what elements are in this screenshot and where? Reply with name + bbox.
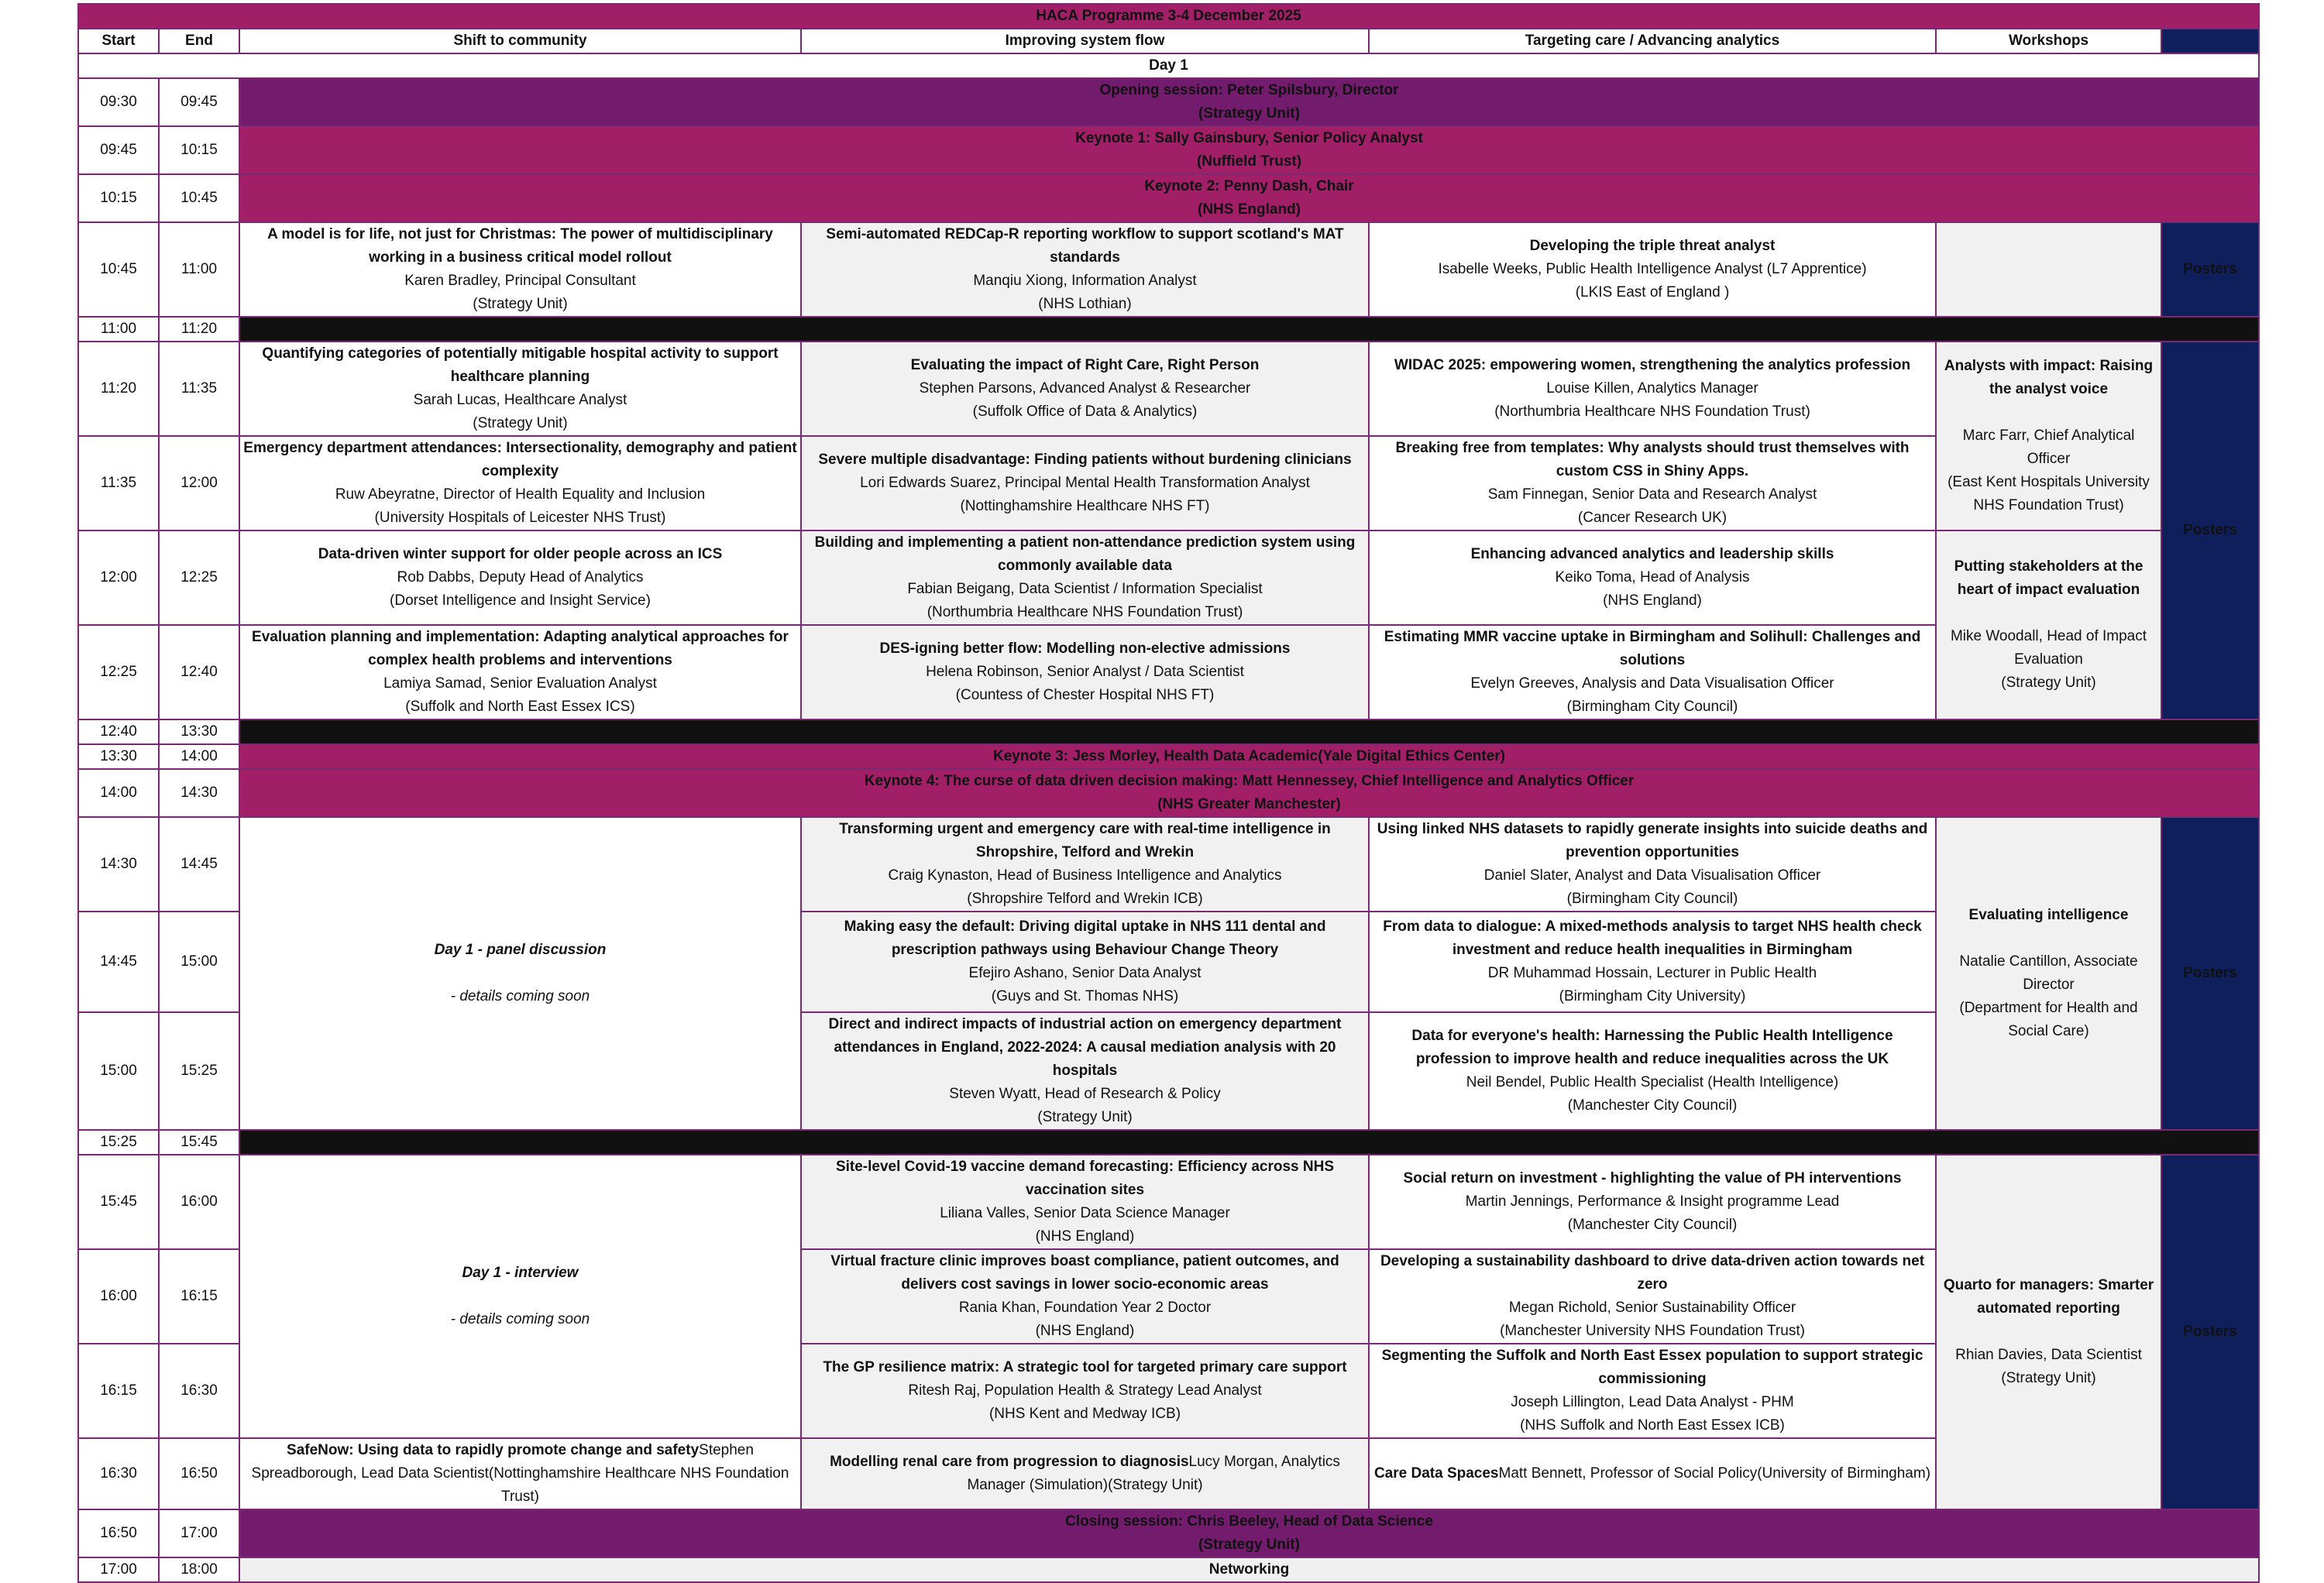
session-community [239,222,801,317]
session-community [239,1438,801,1509]
start-time: 17:00 [78,1557,159,1582]
lunch-break: Lunch [239,719,2259,744]
networking-row [78,1557,2259,1582]
session-title: Developing the triple threat analyst [1529,238,1776,254]
start-time: 12:40 [78,719,159,744]
morning-break: Morning break [239,317,2259,342]
session-title: Data-driven winter support for older people across an ICS [318,546,723,562]
afternoon-break-row [78,1130,2259,1155]
end-time: 15:25 [159,1012,239,1130]
start-time: 14:30 [78,817,159,912]
keynote1-session [239,126,2259,174]
session-title: WIDAC 2025: empowering women, strengthening the analytics profession [1394,357,1911,373]
keynote2-row [78,174,2259,222]
start-time: 16:15 [78,1344,159,1438]
posters-cell: Posters [2161,817,2259,1130]
slot-1545-row [78,1155,2259,1249]
session-title: The GP resilience matrix: A strategic tool for targeted primary care support [823,1359,1347,1375]
session-title: Quantifying categories of potentially mitigable hospital activity to support healthcare planning [262,345,779,385]
session-org: (Shropshire Telford and Wrekin ICB) [967,891,1203,907]
end-time: 10:45 [159,174,239,222]
closing-session [239,1509,2259,1557]
session-flow [801,1249,1369,1344]
session-analytics [1369,531,1936,625]
posters-cell: Posters [2161,1155,2259,1509]
session-title: SafeNow: Using data to rapidly promote change and safety [287,1442,700,1458]
session-analytics [1369,436,1936,531]
slot-1225-row [78,625,2259,719]
opening-row [78,78,2259,126]
session-speaker: DR Muhammad Hossain, Lecturer in Public Health [1487,965,1817,981]
start-time: 16:50 [78,1509,159,1557]
session-title: Evaluation planning and implementation: Adapting analytical approaches for complex health problems and interventions [252,629,789,668]
workshop-org: (Strategy Unit) [2001,675,2096,691]
end-time: 14:30 [159,769,239,817]
end-time: 11:35 [159,342,239,436]
session-org: (Manchester University NHS Foundation Trust) [1500,1323,1805,1339]
session-title: A model is for life, not just for Christmas: The power of multidisciplinary working in a business critical model rollout [267,226,773,266]
session-org: (Manchester City Council) [1567,1097,1738,1114]
header-row [78,29,2259,53]
session-org: (Northumbria Healthcare NHS Foundation Trust) [927,604,1243,620]
end-time: 16:00 [159,1155,239,1249]
keynote2-line1: Keynote 2: Penny Dash, Chair [1144,178,1354,194]
header-end: End [159,29,239,53]
session-speaker-org: Matt Bennett, Professor of Social Policy(University of Birmingham) [1498,1465,1931,1482]
workshop-impact-evaluation [1936,531,2161,719]
keynote1-line1: Keynote 1: Sally Gainsbury, Senior Policy Analyst [1075,130,1423,146]
end-time: 16:15 [159,1249,239,1344]
session-title: Direct and indirect impacts of industrial action on emergency department attendances in England, 2022-2024: A causal mediation analysis with 20 hospitals [828,1016,1342,1079]
session-org: (Manchester City Council) [1567,1217,1738,1233]
start-time: 12:25 [78,625,159,719]
session-org: (Countess of Chester Hospital NHS FT) [955,687,1215,703]
session-speaker: Lamiya Samad, Senior Evaluation Analyst [383,675,657,692]
session-title: Developing a sustainability dashboard to drive data-driven action towards net zero [1380,1253,1925,1293]
workshop-org: (Department for Health and Social Care) [1959,1000,2138,1039]
session-title: Enhancing advanced analytics and leadership skills [1470,546,1834,562]
session-title: Using linked NHS datasets to rapidly generate insights into suicide deaths and prevention opportunities [1377,821,1928,860]
workshop-title: Analysts with impact: Raising the analyst voice [1944,358,2154,397]
session-speaker: Rania Khan, Foundation Year 2 Doctor [958,1300,1212,1316]
session-flow [801,817,1369,912]
end-time: 18:00 [159,1557,239,1582]
session-flow [801,342,1369,436]
session-title: From data to dialogue: A mixed-methods analysis to target NHS health check investment and reduce health inequalities in Birmingham [1383,919,1922,958]
keynote1-row [78,126,2259,174]
workshop-org: (East Kent Hospitals University NHS Foundation Trust) [1948,474,2150,513]
networking: Networking [239,1557,2259,1582]
workshop-evaluating-intelligence [1936,817,2161,1130]
session-org: (NHS Lothian) [1038,296,1132,312]
session-flow [801,912,1369,1012]
posters-cell: Posters [2161,342,2259,719]
panel-title: Day 1 - panel discussion [434,942,607,958]
session-speaker: Karen Bradley, Principal Consultant [404,273,636,289]
session-org: (Cancer Research UK) [1577,510,1728,526]
session-speaker: Evelyn Greeves, Analysis and Data Visualisation Officer [1470,675,1834,692]
session-community [239,436,801,531]
start-time: 14:45 [78,912,159,1012]
session-org: (LKIS East of England ) [1575,284,1730,300]
start-time: 15:00 [78,1012,159,1130]
slot-1430-row [78,817,2259,912]
session-analytics [1369,1249,1936,1344]
session-analytics [1369,222,1936,317]
start-time: 12:00 [78,531,159,625]
start-time: 11:35 [78,436,159,531]
session-org: (Suffolk Office of Data & Analytics) [972,403,1198,420]
workshop-title: Putting stakeholders at the heart of impact evaluation [1954,558,2144,598]
session-analytics [1369,1438,1936,1509]
session-speaker: Louise Killen, Analytics Manager [1546,380,1758,397]
opening-line1: Opening session: Peter Spilsbury, Director [1099,82,1399,98]
start-time: 13:30 [78,744,159,769]
programme-title: HACA Programme 3-4 December 2025 [78,4,2259,29]
keynote4-line2: (NHS Greater Manchester) [1157,796,1341,812]
workshop-org: (Strategy Unit) [2001,1370,2096,1386]
session-community [239,625,801,719]
session-title: Transforming urgent and emergency care with real-time intelligence in Shropshire, Telford and Wrekin [839,821,1331,860]
session-speaker: Steven Wyatt, Head of Research & Policy [949,1086,1221,1102]
panel-note: - details coming soon [450,988,590,1004]
start-time: 16:30 [78,1438,159,1509]
day-row [78,53,2259,78]
session-speaker: Fabian Beigang, Data Scientist / Information Specialist [907,581,1263,597]
end-time: 14:00 [159,744,239,769]
session-title: DES-igning better flow: Modelling non-elective admissions [879,640,1291,657]
session-analytics [1369,1155,1936,1249]
session-flow [801,1344,1369,1438]
end-time: 13:30 [159,719,239,744]
session-speaker: Neil Bendel, Public Health Specialist (Health Intelligence) [1466,1074,1839,1090]
workshop-speaker: Natalie Cantillon, Associate Director [1959,953,2138,993]
session-title: Making easy the default: Driving digital uptake in NHS 111 dental and prescription pathways using Behaviour Change Theory [844,919,1326,958]
session-speaker: Helena Robinson, Senior Analyst / Data Scientist [926,664,1244,680]
workshop-analysts-with-impact [1936,342,2161,531]
start-time: 14:00 [78,769,159,817]
session-speaker: Joseph Lillington, Lead Data Analyst - PHM [1511,1394,1794,1410]
session-flow [801,625,1369,719]
end-time: 09:45 [159,78,239,126]
workshop-title: Quarto for managers: Smarter automated reporting [1943,1277,2154,1317]
session-org: (Northumbria Healthcare NHS Foundation Trust) [1494,403,1810,420]
session-org: (NHS England) [1035,1323,1135,1339]
start-time: 11:00 [78,317,159,342]
end-time: 16:50 [159,1438,239,1509]
end-time: 12:25 [159,531,239,625]
session-flow [801,531,1369,625]
session-speaker: Craig Kynaston, Head of Business Intelligence and Analytics [888,867,1282,884]
session-speaker-org: Stephen Spreadborough, Lead Data Scientist(Nottinghamshire Healthcare NHS Foundation Trust) [251,1442,789,1505]
interview-title: Day 1 - interview [462,1265,579,1281]
session-org: (Suffolk and North East Essex ICS) [405,699,635,715]
session-title: Building and implementing a patient non-attendance prediction system using commonly available data [814,534,1356,574]
session-speaker: Sarah Lucas, Healthcare Analyst [413,392,627,408]
end-time: 11:00 [159,222,239,317]
closing-row [78,1509,2259,1557]
session-analytics [1369,912,1936,1012]
session-title: Care Data Spaces [1373,1465,1499,1482]
slot-1200-row [78,531,2259,625]
keynote4-row [78,769,2259,817]
session-speaker: Manqiu Xiong, Information Analyst [973,273,1197,289]
session-speaker: Martin Jennings, Performance & Insight programme Lead [1465,1193,1840,1210]
end-time: 17:00 [159,1509,239,1557]
keynote2-session [239,174,2259,222]
workshop-quarto [1936,1155,2161,1509]
start-time: 09:30 [78,78,159,126]
workshop-speaker: Marc Farr, Chief Analytical Officer [1962,428,2135,467]
session-analytics [1369,817,1936,912]
session-org: (Birmingham City Council) [1566,699,1738,715]
keynote3-row [78,744,2259,769]
session-org: (NHS Suffolk and North East Essex ICB) [1520,1417,1785,1434]
start-time: 15:25 [78,1130,159,1155]
closing-line1: Closing session: Chris Beeley, Head of Data Science [1065,1513,1433,1530]
start-time: 10:45 [78,222,159,317]
session-speaker: Isabelle Weeks, Public Health Intelligence Analyst (L7 Apprentice) [1438,261,1867,277]
session-org: (Birmingham City University) [1559,988,1746,1004]
session-title: Semi-automated REDCap-R reporting workflow to support scotland's MAT standards [826,226,1344,266]
session-title: Data for everyone's health: Harnessing the Public Health Intelligence profession to improve health and reduce inequalities across the UK [1411,1028,1893,1067]
session-title: Severe multiple disadvantage: Finding patients without burdening clinicians [818,452,1352,468]
posters-cell: Posters [2161,222,2259,317]
session-speaker-org: Lucy Morgan, Analytics Manager (Simulation)(Strategy Unit) [967,1454,1340,1493]
start-time: 10:15 [78,174,159,222]
title-row [78,4,2259,29]
session-speaker: Daniel Slater, Analyst and Data Visualisation Officer [1483,867,1821,884]
keynote1-line2: (Nuffield Trust) [1196,153,1302,170]
programme-table [77,3,2260,1583]
session-org: (Strategy Unit) [473,296,568,312]
end-time: 12:00 [159,436,239,531]
opening-session [239,78,2259,126]
end-time: 11:20 [159,317,239,342]
session-org: (University Hospitals of Leicester NHS Trust) [374,510,666,526]
panel-discussion [239,817,801,1130]
session-speaker: Megan Richold, Senior Sustainability Officer [1508,1300,1796,1316]
interview-session [239,1155,801,1438]
workshop-speaker: Mike Woodall, Head of Impact Evaluation [1950,628,2147,668]
session-flow [801,1155,1369,1249]
header-workshops: Workshops [1936,29,2161,53]
keynote4-session [239,769,2259,817]
header-targeting-care: Targeting care / Advancing analytics [1369,29,1936,53]
session-speaker: Lori Edwards Suarez, Principal Mental Health Transformation Analyst [860,475,1310,491]
opening-line2: (Strategy Unit) [1198,105,1300,122]
session-analytics [1369,1344,1936,1438]
session-title: Evaluating the impact of Right Care, Right Person [910,357,1260,373]
session-title: Breaking free from templates: Why analysts should trust themselves with custom CSS in Shiny Apps. [1395,440,1910,479]
session-flow [801,1438,1369,1509]
end-time: 15:45 [159,1130,239,1155]
morning-break-row [78,317,2259,342]
session-org: (Nottinghamshire Healthcare NHS FT) [960,498,1210,514]
keynote2-line2: (NHS England) [1198,201,1301,218]
keynote3-session: Keynote 3: Jess Morley, Health Data Academic(Yale Digital Ethics Center) [239,744,2259,769]
session-speaker: Ruw Abeyratne, Director of Health Equality and Inclusion [335,486,706,503]
end-time: 16:30 [159,1344,239,1438]
session-org: (Strategy Unit) [473,415,568,431]
session-title: Modelling renal care from progression to diagnosis [830,1454,1189,1470]
session-speaker: Sam Finnegan, Senior Data and Research Analyst [1487,486,1817,503]
programme-sheet [77,3,2258,1583]
end-time: 14:45 [159,817,239,912]
session-title: Social return on investment - highlighting the value of PH interventions [1403,1170,1902,1186]
afternoon-break: Afternoon break [239,1130,2259,1155]
end-time: 12:40 [159,625,239,719]
slot-1120-row [78,342,2259,436]
session-org: (NHS Kent and Medway ICB) [988,1406,1181,1422]
session-community [239,342,801,436]
interview-note: - details coming soon [450,1311,590,1327]
session-title: Estimating MMR vaccine uptake in Birmingham and Solihull: Challenges and solutions [1384,629,1921,668]
session-org: (NHS England) [1603,592,1702,609]
header-posters-blank [2161,29,2259,53]
session-org: (Dorset Intelligence and Insight Service) [390,592,651,609]
slot-1630-row [78,1438,2259,1509]
keynote4-line1: Keynote 4: The curse of data driven decision making: Matt Hennessey, Chief Intelligence and Analytics Officer [864,773,1635,789]
session-speaker: Keiko Toma, Head of Analysis [1555,569,1750,585]
session-title: Site-level Covid-19 vaccine demand forecasting: Efficiency across NHS vaccination sites [835,1159,1335,1198]
session-flow [801,436,1369,531]
end-time: 15:00 [159,912,239,1012]
slot-1045-row [78,222,2259,317]
session-org: (Birmingham City Council) [1566,891,1738,907]
session-analytics [1369,1012,1936,1130]
lunch-row [78,719,2259,744]
start-time: 15:45 [78,1155,159,1249]
session-analytics [1369,625,1936,719]
session-flow [801,222,1369,317]
session-title: Emergency department attendances: Intersectionality, demography and patient complexity [243,440,797,479]
end-time: 10:15 [159,126,239,174]
session-title: Virtual fracture clinic improves boast compliance, patient outcomes, and delivers cost savings in lower socio-economic areas [830,1253,1339,1293]
session-speaker: Stephen Parsons, Advanced Analyst & Researcher [919,380,1251,397]
workshop-speaker: Rhian Davies, Data Scientist [1955,1347,2142,1363]
header-shift-to-community: Shift to community [239,29,801,53]
session-speaker: Rob Dabbs, Deputy Head of Analytics [397,569,644,585]
start-time: 09:45 [78,126,159,174]
workshop-title: Evaluating intelligence [1968,907,2129,923]
slot-1135-row [78,436,2259,531]
session-speaker: Liliana Valles, Senior Data Science Manager [940,1205,1230,1221]
header-start: Start [78,29,159,53]
start-time: 11:20 [78,342,159,436]
session-org: (Strategy Unit) [1037,1109,1133,1125]
session-flow [801,1012,1369,1130]
header-improving-system-flow: Improving system flow [801,29,1369,53]
day-label: Day 1 [78,53,2259,78]
session-analytics [1369,342,1936,436]
session-org: (Guys and St. Thomas NHS) [991,988,1179,1004]
session-speaker: Ritesh Raj, Population Health & Strategy Lead Analyst [908,1382,1262,1399]
session-title: Segmenting the Suffolk and North East Essex population to support strategic commissioning [1381,1348,1923,1387]
workshop-empty [1936,222,2161,317]
start-time: 16:00 [78,1249,159,1344]
session-org: (NHS England) [1035,1228,1135,1245]
session-speaker: Efejiro Ashano, Senior Data Analyst [968,965,1202,981]
closing-line2: (Strategy Unit) [1198,1537,1300,1553]
session-community [239,531,801,625]
